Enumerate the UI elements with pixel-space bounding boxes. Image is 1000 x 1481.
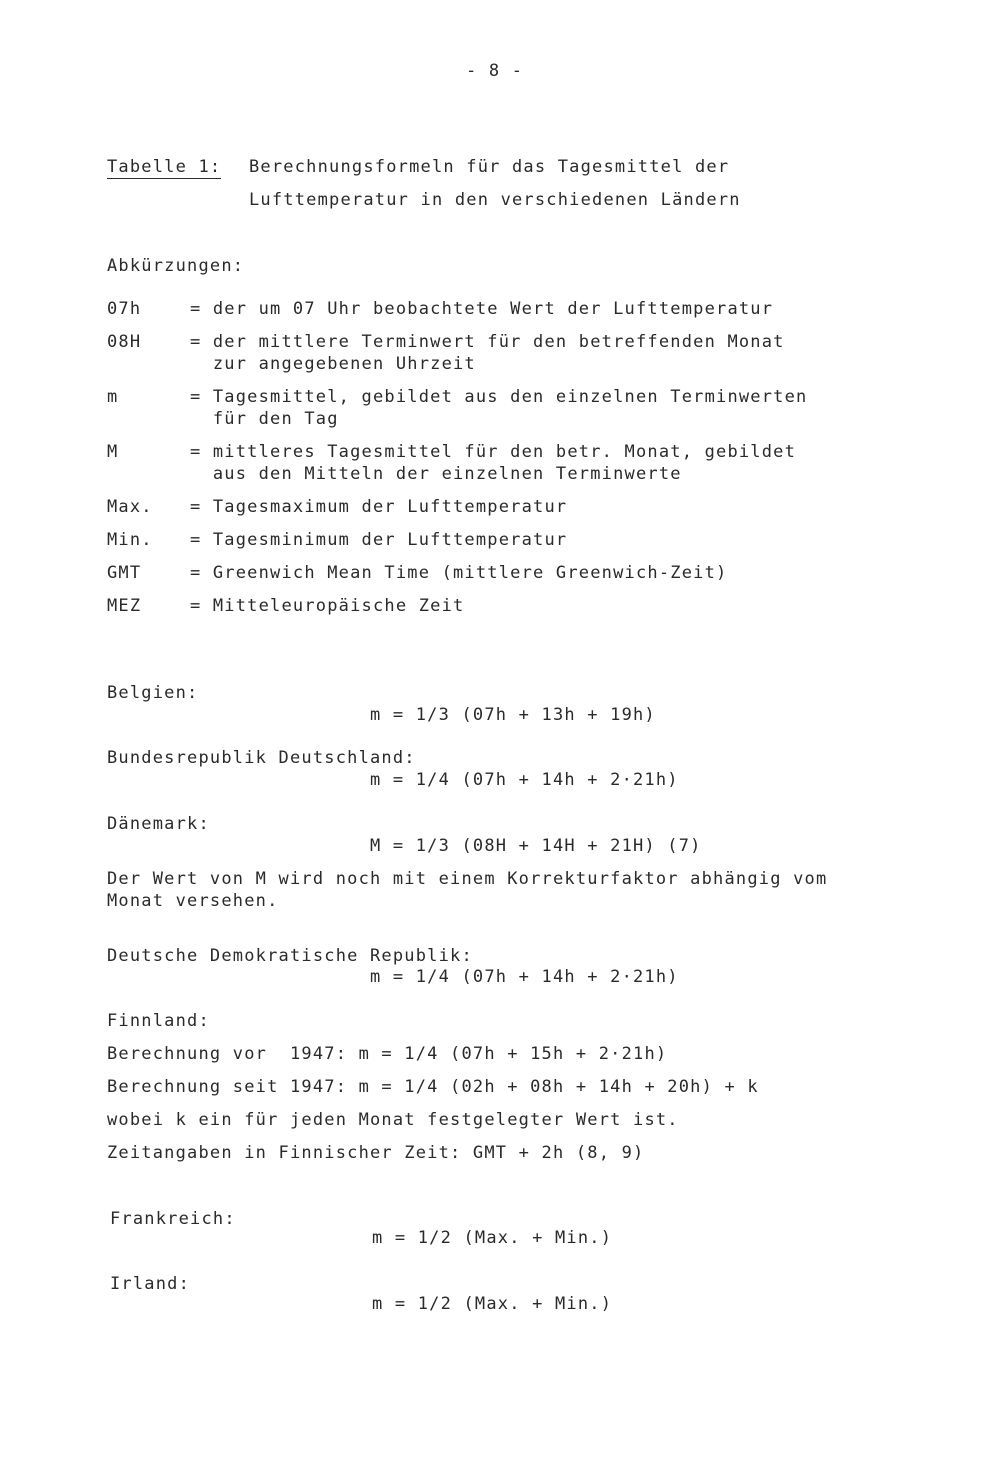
country-ddr: Deutsche Demokratische Republik: — [107, 946, 473, 966]
finnland-line: Berechnung seit 1947: m = 1/4 (02h + 08h + 14h + 20h) + k — [107, 1077, 759, 1097]
country-brd: Bundesrepublik Deutschland: — [107, 748, 416, 768]
abbr-def: = der um 07 Uhr beobachtete Wert der Lufttemperatur — [190, 299, 774, 319]
abbr-key: GMT — [107, 563, 142, 583]
abbr-def: = Tagesmaximum der Lufttemperatur — [190, 497, 568, 517]
abbr-key: Min. — [107, 530, 153, 550]
country-irland: Irland: — [110, 1274, 191, 1294]
abbr-def: = Mitteleuropäische Zeit — [190, 596, 465, 616]
finnland-line: wobei k ein für jeden Monat festgelegter Wert ist. — [107, 1110, 679, 1130]
abbr-def: = Greenwich Mean Time (mittlere Greenwich-Zeit) — [190, 563, 728, 583]
abbreviations-heading: Abkürzungen: — [107, 256, 245, 276]
abbr-key: MEZ — [107, 596, 142, 616]
formula-frankreich: m = 1/2 (Max. + Min.) — [372, 1228, 613, 1248]
abbr-def: = der mittlere Terminwert für den betreffenden Monat zur angegebenen Uhrzeit — [190, 332, 785, 374]
formula-belgien: m = 1/3 (07h + 13h + 19h) — [370, 705, 656, 725]
country-frankreich: Frankreich: — [110, 1209, 236, 1229]
formula-brd: m = 1/4 (07h + 14h + 2·21h) — [370, 770, 679, 790]
abbr-def: = Tagesminimum der Lufttemperatur — [190, 530, 568, 550]
formula-ddr: m = 1/4 (07h + 14h + 2·21h) — [370, 967, 679, 987]
table-title-line2: Lufttemperatur in den verschiedenen Ländern — [249, 190, 741, 210]
finnland-line: Berechnung vor 1947: m = 1/4 (07h + 15h + 2·21h) — [107, 1044, 668, 1064]
table-label — [107, 156, 221, 178]
abbr-key: M — [107, 442, 119, 462]
table-title-line1: Berechnungsformeln für das Tagesmittel der — [249, 157, 730, 177]
abbr-def: = mittleres Tagesmittel für den betr. Monat, gebildet aus den Mitteln der einzelnen Terminwerte — [190, 442, 797, 484]
table-label-text: Tabelle 1: — [107, 157, 222, 177]
formula-daenemark: M = 1/3 (08H + 14H + 21H) (7) — [370, 836, 702, 856]
abbr-key: m — [107, 387, 119, 407]
page-number: - 8 - — [466, 61, 524, 81]
country-finnland: Finnland: — [107, 1011, 210, 1031]
abbr-key: 07h — [107, 299, 142, 319]
abbr-key: Max. — [107, 497, 153, 517]
abbr-def: = Tagesmittel, gebildet aus den einzelnen Terminwerten für den Tag — [190, 387, 808, 429]
formula-irland: m = 1/2 (Max. + Min.) — [372, 1294, 613, 1314]
finnland-line: Zeitangaben in Finnischer Zeit: GMT + 2h (8, 9) — [107, 1143, 645, 1163]
country-belgien: Belgien: — [107, 683, 199, 703]
country-daenemark: Dänemark: — [107, 814, 210, 834]
abbr-key: 08H — [107, 332, 142, 352]
note-daenemark: Der Wert von M wird noch mit einem Korrekturfaktor abhängig vom Monat versehen. — [107, 869, 828, 911]
